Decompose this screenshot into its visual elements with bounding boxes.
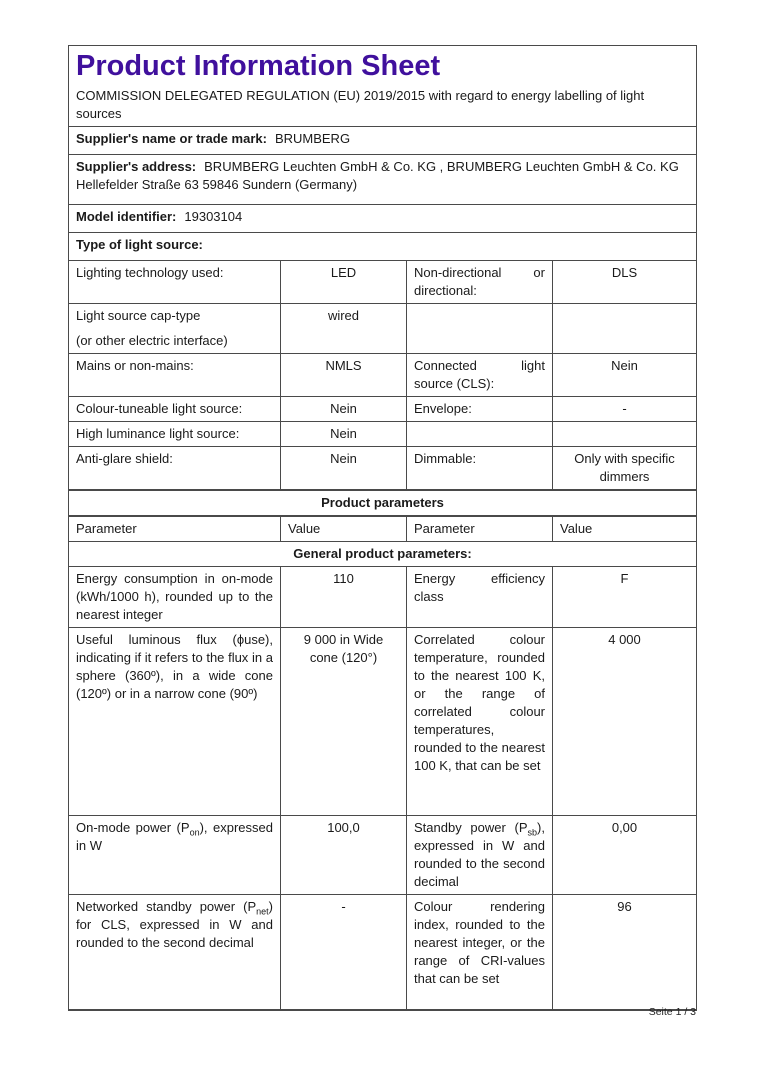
table-row: [69, 422, 697, 447]
param-value: [553, 422, 697, 447]
param-label: Dimmable:: [407, 447, 553, 491]
param-value: Nein: [281, 397, 407, 422]
model-identifier-label: Model identifier:: [76, 209, 177, 224]
pis-table: [68, 45, 697, 1011]
param-value: Nein: [281, 447, 407, 491]
param-value: NMLS: [281, 354, 407, 397]
column-header: Value: [553, 516, 697, 542]
column-header: Parameter: [69, 516, 281, 542]
param-value: LED: [281, 261, 407, 304]
param-value: Nein: [553, 354, 697, 397]
cap-type-line2: (or other electric interface): [76, 333, 228, 348]
param-label: Correlated colour temperature, rounded to the nearest 100 K, or the range of correlated colour temperatures, rounded to the nearest 100 K, that can be set: [407, 628, 553, 816]
supplier-address-label: Supplier's address:: [76, 159, 197, 174]
page-title: Product Information Sheet: [76, 50, 441, 82]
table-row: [69, 304, 697, 354]
param-label: Colour rendering index, rounded to the nearest integer, or the range of CRI-values that can be set: [407, 895, 553, 1010]
type-of-light-source-row: [69, 233, 697, 261]
param-label: Mains or non-mains:: [69, 354, 281, 397]
supplier-name-row: [69, 127, 697, 155]
page-number: Seite 1 / 3: [648, 1006, 696, 1018]
cap-type-line1: Light source cap-type: [76, 308, 201, 323]
param-label: Anti-glare shield:: [69, 447, 281, 491]
table-row: [69, 261, 697, 304]
supplier-name-label: Supplier's name or trade mark:: [76, 131, 267, 146]
param-value: wired: [281, 304, 407, 354]
param-label: [407, 304, 553, 354]
param-label: High luminance light source:: [69, 422, 281, 447]
table-row: [69, 447, 697, 491]
param-value: 4 000: [553, 628, 697, 816]
param-label: Colour-tuneable light source:: [69, 397, 281, 422]
param-label: Energy efficiency class: [407, 567, 553, 628]
table-row: [69, 354, 697, 397]
param-label: [407, 422, 553, 447]
param-label: Standby power $(P_{sb})$, expressed in W and rounded to the second decimal: [407, 816, 553, 895]
param-value: -: [553, 397, 697, 422]
param-value: [553, 304, 697, 354]
param-value: 100,0: [281, 816, 407, 895]
param-label: Envelope:: [407, 397, 553, 422]
param-value: -: [281, 895, 407, 1010]
param-value: Nein: [281, 422, 407, 447]
title-block: [69, 46, 697, 127]
param-value: 9 000 in Wide cone (120°): [281, 628, 407, 816]
column-header: Parameter: [407, 516, 553, 542]
param-value: 110: [281, 567, 407, 628]
param-value: 0,00: [553, 816, 697, 895]
table-row: [69, 628, 697, 816]
param-value: Only with specific dimmers: [553, 447, 697, 491]
column-header-row: [69, 516, 697, 542]
param-label: Useful luminous flux (ϕuse), indicating if it refers to the flux in a sphere (360º), in a wide cone (120º) or in a narrow cone (90º): [69, 628, 281, 816]
supplier-address-value: BRUMBERG Leuchten GmbH & Co. KG , BRUMBERG Leuchten GmbH & Co. KG Hellefelder Straße 63 59846 Sundern (Germany): [76, 159, 679, 192]
param-label: Connected light source (CLS):: [407, 354, 553, 397]
section-header-general-parameters: General product parameters:: [69, 542, 697, 567]
regulation-subtitle: COMMISSION DELEGATED REGULATION (EU) 2019/2015 with regard to energy labelling of light sources: [76, 88, 645, 121]
type-of-light-source-label: Type of light source:: [76, 237, 203, 252]
param-label: Non-directional or directional:: [407, 261, 553, 304]
section-header-product-parameters: Product parameters: [69, 490, 697, 516]
param-value: 96: [553, 895, 697, 1010]
param-label: Lighting technology used:: [69, 261, 281, 304]
supplier-address-row: [69, 155, 697, 205]
column-header: Value: [281, 516, 407, 542]
param-label: [69, 304, 281, 354]
model-identifier-value: 19303104: [184, 209, 243, 224]
product-information-sheet: [68, 45, 696, 1011]
supplier-name-value: BRUMBERG: [274, 131, 351, 146]
param-value: DLS: [553, 261, 697, 304]
table-row: [69, 567, 697, 628]
table-row: [69, 816, 697, 895]
param-label: Energy consumption in on-mode (kWh/1000 h), rounded up to the nearest integer: [69, 567, 281, 628]
param-label: On-mode power $(P_{on})$, expressed in W: [69, 816, 281, 895]
table-row: [69, 397, 697, 422]
table-row: [69, 895, 697, 1010]
param-value: F: [553, 567, 697, 628]
param-label: Networked standby power $(P_{net})$ for CLS, expressed in W and rounded to the second decimal: [69, 895, 281, 1010]
model-identifier-row: [69, 205, 697, 233]
